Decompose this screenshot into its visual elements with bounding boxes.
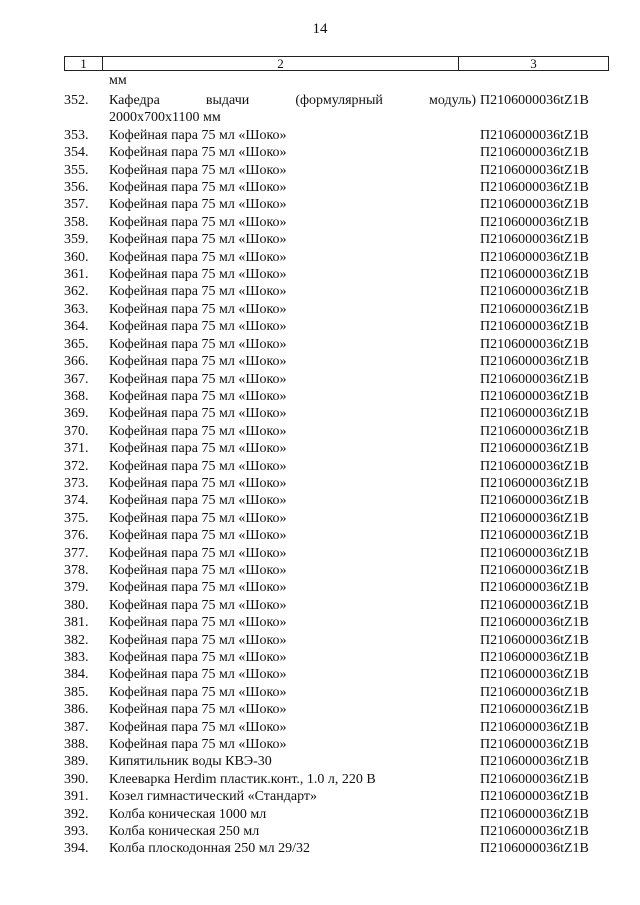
item-name: Кофейная пара 75 мл «Шоко»	[109, 458, 287, 474]
row-number: 384.	[64, 667, 89, 683]
item-name: Кофейная пара 75 мл «Шоко»	[109, 127, 287, 143]
row-number: 386.	[64, 702, 89, 718]
row-number: 360.	[64, 249, 89, 265]
row-number: 353.	[64, 127, 89, 143]
item-code: П2106000036tZ1B	[480, 93, 589, 108]
table-row	[64, 127, 609, 144]
row-number: 355.	[64, 162, 89, 178]
row-number: 373.	[64, 475, 89, 491]
item-code: П2106000036tZ1B	[480, 754, 589, 770]
table-row	[64, 736, 609, 753]
table-row	[64, 371, 609, 388]
row-number: 368.	[64, 388, 89, 404]
item-code: П2106000036tZ1B	[480, 267, 589, 283]
table-row	[64, 179, 609, 196]
table-row	[64, 92, 609, 127]
item-code: П2106000036tZ1B	[480, 493, 589, 509]
continuation-text: мм	[109, 73, 127, 88]
item-code: П2106000036tZ1B	[480, 528, 589, 544]
table-row	[64, 458, 609, 475]
table-row	[64, 614, 609, 631]
item-code: П2106000036tZ1B	[480, 667, 589, 683]
table-row	[64, 440, 609, 457]
item-code: П2106000036tZ1B	[480, 145, 589, 161]
table-row	[64, 510, 609, 527]
row-number: 377.	[64, 545, 89, 561]
table-row	[64, 823, 609, 840]
item-name: Кофейная пара 75 мл «Шоко»	[109, 284, 287, 300]
item-name: Кофейная пара 75 мл «Шоко»	[109, 197, 287, 213]
row-number: 378.	[64, 562, 89, 578]
row-number: 370.	[64, 423, 89, 439]
row-number: 379.	[64, 580, 89, 596]
item-name: Кофейная пара 75 мл «Шоко»	[109, 249, 287, 265]
item-code: П2106000036tZ1B	[480, 162, 589, 178]
row-number: 362.	[64, 284, 89, 300]
item-code: П2106000036tZ1B	[480, 284, 589, 300]
item-code: П2106000036tZ1B	[480, 684, 589, 700]
row-number: 372.	[64, 458, 89, 474]
item-name: Кофейная пара 75 мл «Шоко»	[109, 737, 287, 753]
item-name: Кофейная пара 75 мл «Шоко»	[109, 162, 287, 178]
item-code: П2106000036tZ1B	[480, 580, 589, 596]
table-row	[64, 231, 609, 248]
row-number: 381.	[64, 615, 89, 631]
row-number: 359.	[64, 232, 89, 248]
table-row	[64, 266, 609, 283]
row-number: 371.	[64, 441, 89, 457]
row-number: 375.	[64, 510, 89, 526]
item-code: П2106000036tZ1B	[480, 650, 589, 665]
table-row	[64, 336, 609, 353]
item-name	[109, 92, 480, 127]
item-name: Козел гимнастический «Стандарт»	[109, 789, 318, 805]
row-number: 354.	[64, 145, 89, 161]
table-row	[64, 788, 609, 805]
item-code: П2106000036tZ1B	[480, 458, 589, 474]
item-code: П2106000036tZ1B	[480, 406, 589, 422]
item-code: П2106000036tZ1B	[480, 545, 589, 561]
item-name: Кофейная пара 75 мл «Шоко»	[109, 406, 287, 422]
row-number: 376.	[64, 528, 89, 544]
table-row	[64, 545, 609, 562]
item-code: П2106000036tZ1B	[480, 510, 589, 526]
table-row	[64, 649, 609, 666]
item-code: П2106000036tZ1B	[480, 232, 589, 248]
row-number: 385.	[64, 684, 89, 700]
item-name-line: 2000х700х1100 мм	[109, 110, 221, 126]
row-number: 361.	[64, 267, 89, 283]
item-name: Кипятильник воды КВЭ-30	[109, 754, 272, 770]
item-code: П2106000036tZ1B	[480, 423, 589, 439]
table-row	[64, 388, 609, 405]
item-name: Кофейная пара 75 мл «Шоко»	[109, 580, 287, 596]
item-name: Кофейная пара 75 мл «Шоко»	[109, 528, 287, 544]
table-row	[64, 214, 609, 231]
table-row	[64, 492, 609, 509]
item-name-line: Кафедра выдачи (формулярный модуль)	[109, 93, 476, 108]
row-number: 383.	[64, 650, 89, 665]
item-name: Кофейная пара 75 мл «Шоко»	[109, 493, 287, 509]
row-number: 388.	[64, 737, 89, 753]
table-row	[64, 162, 609, 179]
table-row	[64, 405, 609, 422]
item-name: Кофейная пара 75 мл «Шоко»	[109, 301, 287, 317]
row-number: 390.	[64, 771, 89, 787]
item-name: Кофейная пара 75 мл «Шоко»	[109, 145, 287, 161]
item-code: П2106000036tZ1B	[480, 806, 589, 822]
row-number: 365.	[64, 336, 89, 352]
table-row	[64, 301, 609, 318]
table-row	[64, 144, 609, 161]
table-header	[64, 56, 609, 71]
row-number: 380.	[64, 597, 89, 613]
item-code: П2106000036tZ1B	[480, 214, 589, 230]
row-number: 393.	[64, 824, 89, 840]
item-name: Кофейная пара 75 мл «Шоко»	[109, 214, 287, 230]
table-row	[64, 318, 609, 335]
table-row	[64, 840, 609, 857]
row-number: 366.	[64, 354, 89, 370]
column-header-3: 3	[530, 56, 537, 71]
row-number: 357.	[64, 197, 89, 213]
item-code: П2106000036tZ1B	[480, 632, 589, 648]
item-code: П2106000036tZ1B	[480, 354, 589, 370]
row-number: 356.	[64, 180, 89, 196]
table-row	[64, 771, 609, 788]
item-code: П2106000036tZ1B	[480, 719, 589, 735]
item-code: П2106000036tZ1B	[480, 319, 589, 335]
row-number: 374.	[64, 493, 89, 509]
item-name: Кофейная пара 75 мл «Шоко»	[109, 475, 287, 491]
row-number: 364.	[64, 319, 89, 335]
item-name: Кофейная пара 75 мл «Шоко»	[109, 632, 287, 648]
item-code: П2106000036tZ1B	[480, 841, 589, 857]
item-name: Кофейная пара 75 мл «Шоко»	[109, 354, 287, 370]
item-code: П2106000036tZ1B	[480, 336, 589, 352]
table-row	[64, 666, 609, 683]
column-header-2: 2	[103, 57, 459, 70]
item-code: П2106000036tZ1B	[480, 702, 589, 718]
item-name: Колба коническая 250 мл	[109, 824, 260, 840]
item-code: П2106000036tZ1B	[480, 737, 589, 753]
item-code: П2106000036tZ1B	[480, 597, 589, 613]
item-name: Кофейная пара 75 мл «Шоко»	[109, 667, 287, 683]
table-row	[64, 562, 609, 579]
item-name: Кофейная пара 75 мл «Шоко»	[109, 597, 287, 613]
item-code: П2106000036tZ1B	[480, 824, 589, 840]
item-name: Кофейная пара 75 мл «Шоко»	[109, 336, 287, 352]
item-name: Кофейная пара 75 мл «Шоко»	[109, 441, 287, 457]
item-name: Кофейная пара 75 мл «Шоко»	[109, 510, 287, 526]
table-row	[64, 423, 609, 440]
item-code: П2106000036tZ1B	[480, 301, 589, 317]
row-number: 391.	[64, 789, 89, 805]
table-row	[64, 632, 609, 649]
item-name: Кофейная пара 75 мл «Шоко»	[109, 562, 287, 578]
table-row	[64, 597, 609, 614]
item-name: Колба плоскодонная 250 мл 29/32	[109, 841, 311, 857]
table-row	[64, 283, 609, 300]
item-code: П2106000036tZ1B	[480, 371, 589, 387]
table-body	[64, 92, 609, 858]
row-number: 352.	[64, 93, 89, 108]
item-code: П2106000036tZ1B	[480, 127, 589, 143]
item-name: Клееварка Herdim пластик.конт., 1.0 л, 220 В	[109, 771, 376, 787]
table-row	[64, 719, 609, 736]
item-code: П2106000036tZ1B	[480, 475, 589, 491]
item-code: П2106000036tZ1B	[480, 771, 589, 787]
column-header-1: 1	[65, 57, 103, 70]
table-row	[64, 806, 609, 823]
row-number: 394.	[64, 841, 89, 857]
item-code: П2106000036tZ1B	[480, 615, 589, 631]
item-name: Кофейная пара 75 мл «Шоко»	[109, 232, 287, 248]
row-number: 358.	[64, 214, 89, 230]
page-number: 14	[312, 21, 328, 37]
table-row	[64, 196, 609, 213]
item-code: П2106000036tZ1B	[480, 562, 589, 578]
row-number: 392.	[64, 806, 89, 822]
item-code: П2106000036tZ1B	[480, 249, 589, 265]
item-name: Кофейная пара 75 мл «Шоко»	[109, 684, 287, 700]
item-name: Кофейная пара 75 мл «Шоко»	[109, 615, 287, 631]
table-row	[64, 249, 609, 266]
item-name: Кофейная пара 75 мл «Шоко»	[109, 267, 287, 283]
item-name: Кофейная пара 75 мл «Шоко»	[109, 719, 287, 735]
table-row	[64, 579, 609, 596]
row-number: 369.	[64, 406, 89, 422]
item-name: Кофейная пара 75 мл «Шоко»	[109, 371, 287, 387]
item-name: Кофейная пара 75 мл «Шоко»	[109, 545, 287, 561]
item-code: П2106000036tZ1B	[480, 441, 589, 457]
item-name: Кофейная пара 75 мл «Шоко»	[109, 423, 287, 439]
table-row	[64, 475, 609, 492]
item-name: Колба коническая 1000 мл	[109, 806, 267, 822]
item-name: Кофейная пара 75 мл «Шоко»	[109, 650, 287, 665]
row-number: 389.	[64, 754, 89, 770]
item-code: П2106000036tZ1B	[480, 197, 589, 213]
table-row	[64, 684, 609, 701]
item-code: П2106000036tZ1B	[480, 789, 589, 805]
row-number: 387.	[64, 719, 89, 735]
item-name: Кофейная пара 75 мл «Шоко»	[109, 702, 287, 718]
item-code: П2106000036tZ1B	[480, 388, 589, 404]
table-row	[64, 701, 609, 718]
row-number: 367.	[64, 371, 89, 387]
row-number: 363.	[64, 301, 89, 317]
table-row	[64, 353, 609, 370]
table-row	[64, 527, 609, 544]
item-name: Кофейная пара 75 мл «Шоко»	[109, 180, 287, 196]
item-code: П2106000036tZ1B	[480, 180, 589, 196]
row-number: 382.	[64, 632, 89, 648]
item-name: Кофейная пара 75 мл «Шоко»	[109, 388, 287, 404]
table-row	[64, 753, 609, 770]
item-name: Кофейная пара 75 мл «Шоко»	[109, 319, 287, 335]
